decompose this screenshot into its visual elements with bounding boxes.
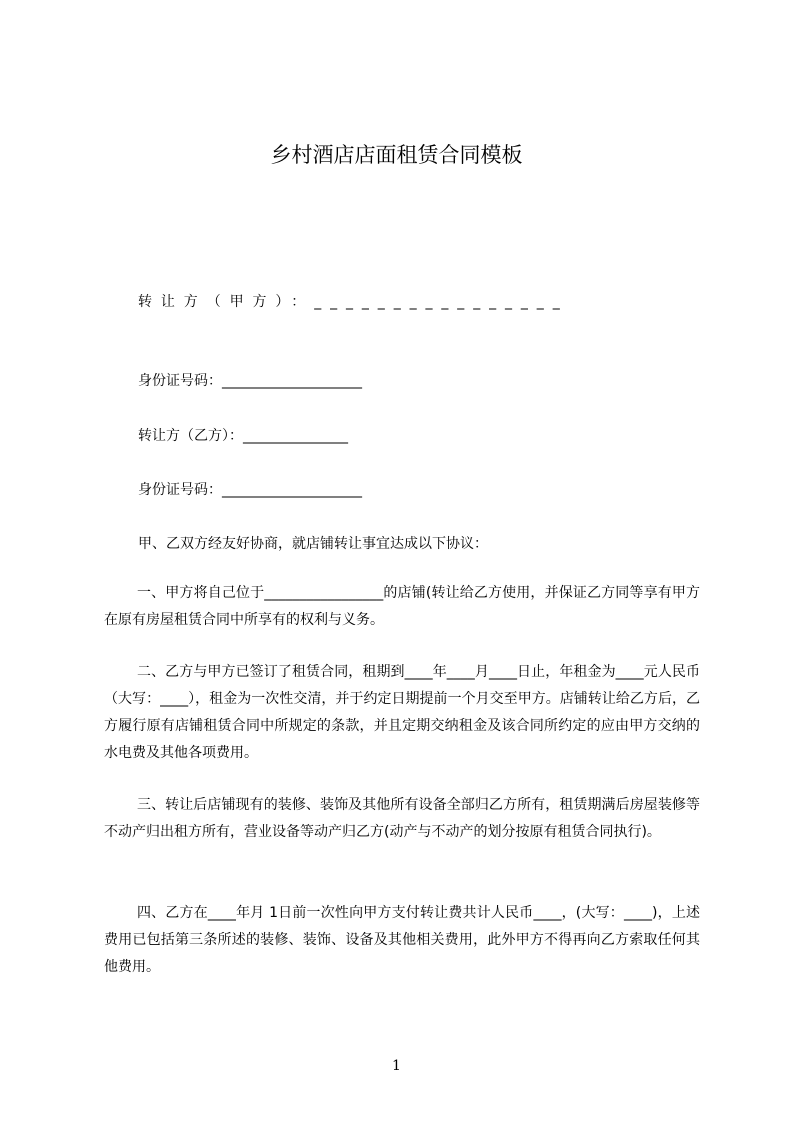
intro-paragraph: 甲、乙双方经友好协商，就店铺转让事宜达成以下协议： [138,536,488,552]
clause-2: 二、乙方与甲方已签订了租赁合同，租期到____年____月____日止，年租金为____元人民币（大写：____），租金为一次性交清，并于约定日期提前一个月交至甲方。店铺转让给乙方后，乙方履行原有店铺租赁合同中所规定的条款，并且定期交纳租金及该合同所约定的应由甲方交纳的水电费及其他各项费用。 [104,664,700,761]
party-a-line: 转让方（甲方）：________________ [138,294,569,310]
clause-1: 一、甲方将自己位于_________________的店铺(转让给乙方使用，并保证乙方同等享有甲方在原有房屋租赁合同中所享有的权利与义务。 [104,585,700,628]
clause-3: 三、转让后店铺现有的装修、装饰及其他所有设备全部归乙方所有，租赁期满后房屋装修等不动产归出租方所有，营业设备等动产归乙方(动产与不动产的划分按原有租赁合同执行)。 [104,797,700,840]
page-number: 1 [392,1058,401,1074]
party-b-line: 转让方（乙方）：_______________ [138,428,348,444]
party-b-id-field: 身份证号码：____________________ [138,482,362,498]
party-a-id-field: 身份证号码：____________________ [138,373,362,389]
document-title: 乡村酒店店面租赁合同模板 [270,143,523,167]
clause-4: 四、乙方在____年月 1日前一次性向甲方支付转让费共计人民币____，(大写：____)，上述费用已包括第三条所述的装修、装饰、设备及其他相关费用，此外甲方不得再向乙方索取任何其他费用。 [104,905,700,975]
